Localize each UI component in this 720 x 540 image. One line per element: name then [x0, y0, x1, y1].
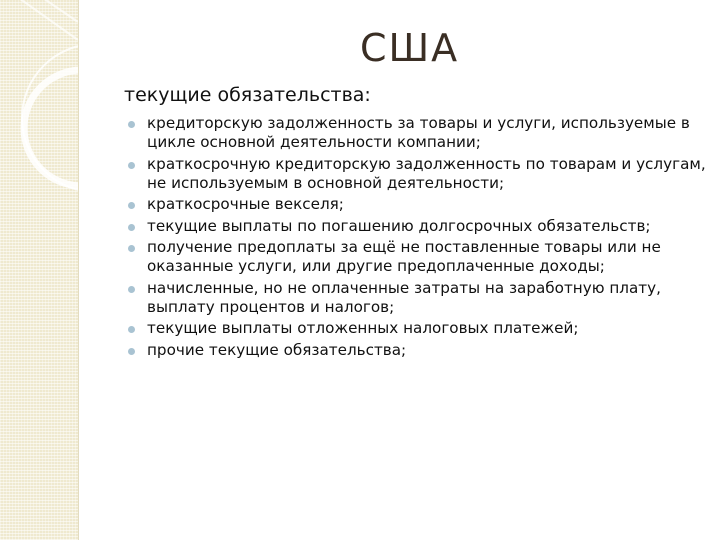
- list-item-text: текущие выплаты отложенных налоговых платежей;: [147, 319, 579, 337]
- bullet-icon: [128, 348, 135, 355]
- slide-title: США: [360, 26, 460, 70]
- list-item: [126, 238, 706, 276]
- bullet-icon: [128, 202, 135, 209]
- decorative-rings-graphic: [0, 0, 78, 540]
- list-item-text: получение предоплаты за ещё не поставленные товары или не оказанные услуги, или другие предоплаченные доходы;: [147, 238, 661, 275]
- bullet-icon: [128, 326, 135, 333]
- list-item-text: краткосрочные векселя;: [147, 195, 344, 213]
- list-item: [126, 319, 706, 338]
- list-item: [126, 217, 706, 236]
- list-item-text: кредиторскую задолженность за товары и услуги, используемые в цикле основной деятельности компании;: [147, 114, 690, 151]
- bullet-icon: [128, 286, 135, 293]
- list-item-text: текущие выплаты по погашению долгосрочных обязательств;: [147, 216, 651, 235]
- decorative-side-panel: [0, 0, 78, 540]
- obligations-bullet-list: [126, 114, 706, 362]
- list-item: [126, 279, 706, 317]
- list-item-text: начисленные, но не оплаченные затраты на заработную плату, выплату процентов и налогов;: [147, 278, 661, 316]
- list-item: [126, 341, 706, 360]
- list-item-text: прочие текущие обязательства;: [147, 340, 407, 359]
- bullet-icon: [128, 162, 135, 169]
- list-item-text: краткосрочную кредиторскую задолженность по товарам и услугам, не используемым в основной деятельности;: [147, 154, 706, 192]
- bullet-icon: [128, 121, 135, 128]
- list-item: [126, 155, 706, 193]
- list-item: [126, 114, 706, 152]
- side-panel-divider: [78, 0, 79, 540]
- list-item: [126, 195, 706, 214]
- bullet-icon: [128, 245, 135, 252]
- bullet-icon: [128, 224, 135, 231]
- section-subheading: текущие обязательства:: [124, 84, 371, 106]
